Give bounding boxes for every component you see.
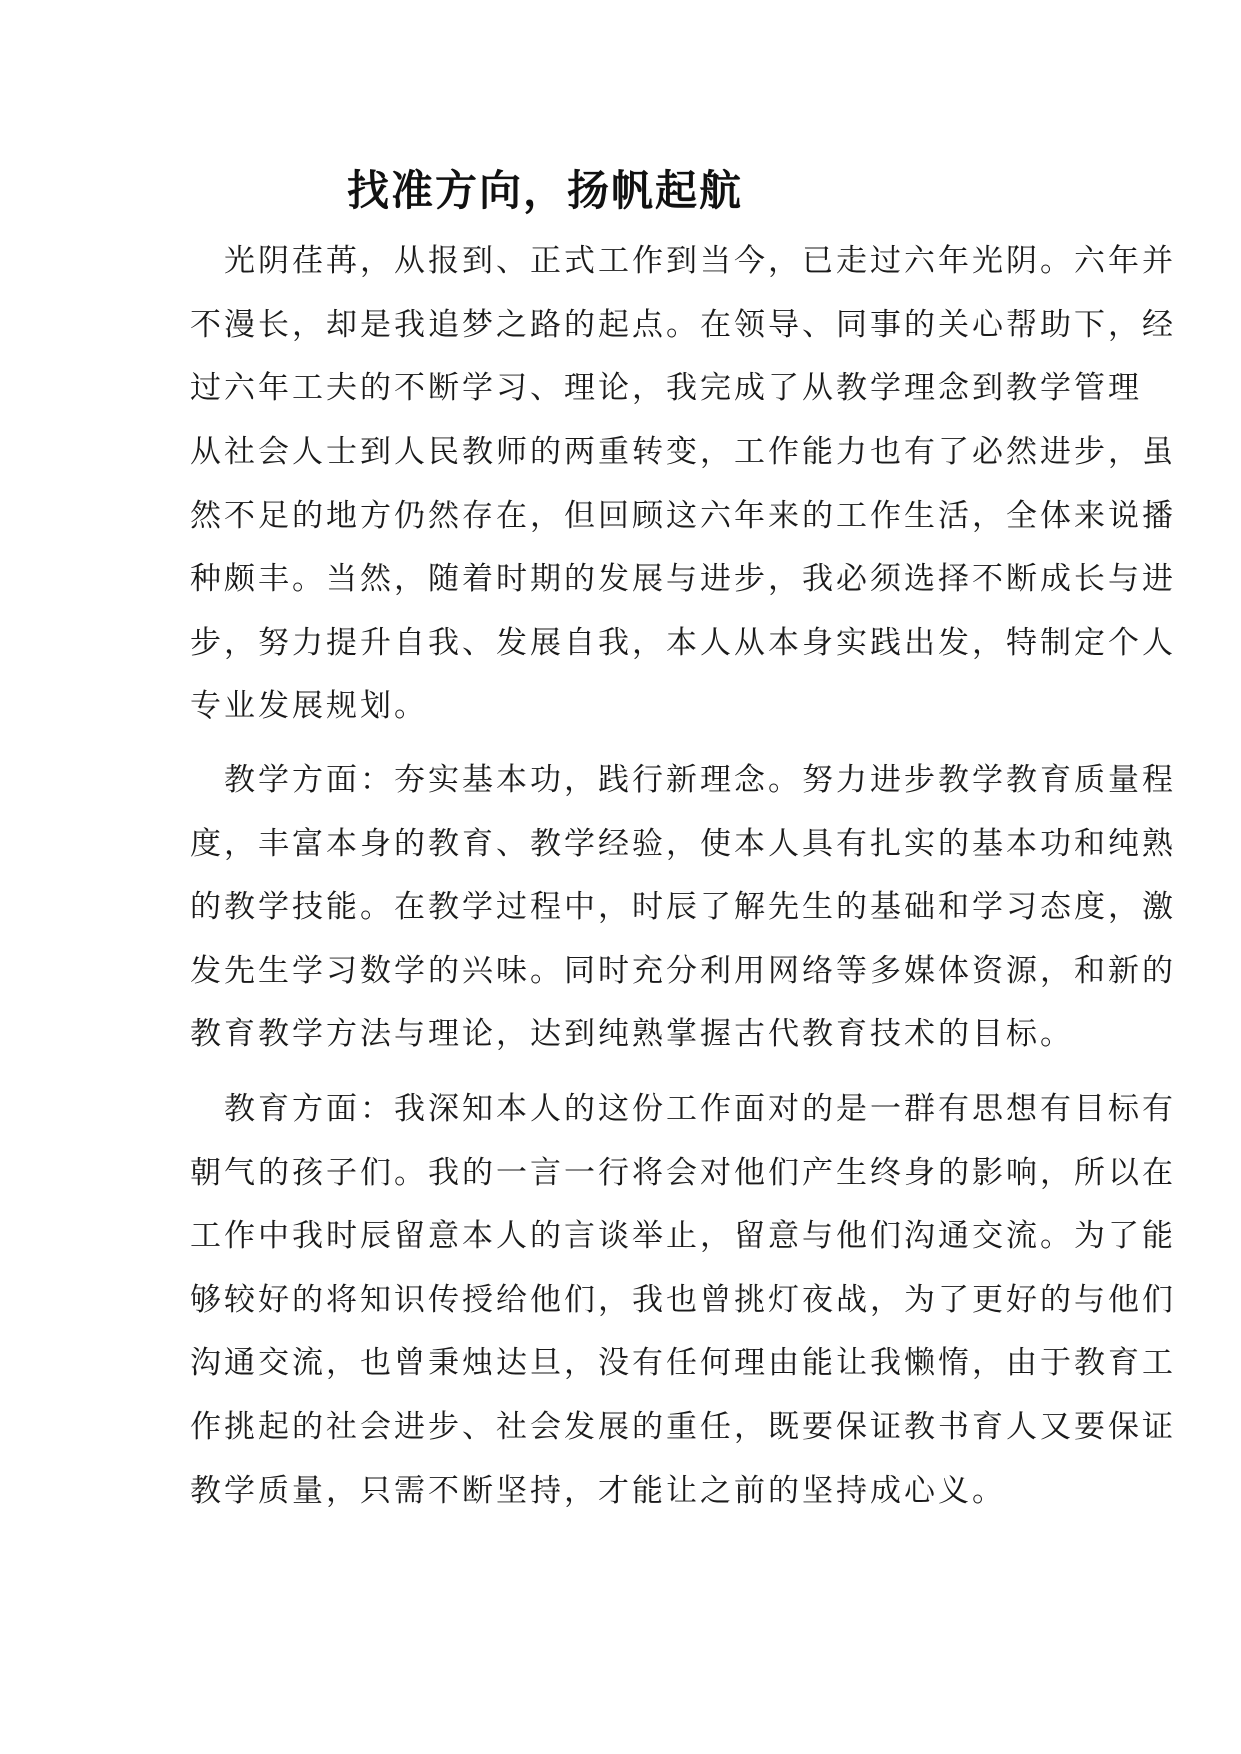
paragraph-3-line-2: 朝气的孩子们。我的一言一行将会对他们产生终身的影响，所以在 — [190, 1155, 1176, 1191]
paragraph-1-line-6: 种颇丰。当然，随着时期的发展与进步，我必须选择不断成长与进 — [190, 561, 1176, 597]
paragraph-1-line-7: 步，努力提升自我、发展自我，本人从本身实践出发，特制定个人 — [190, 625, 1176, 661]
paragraph-2-line-3: 的教学技能。在教学过程中，时辰了解先生的基础和学习态度，激 — [190, 889, 1176, 925]
paragraph-3-line-6: 作挑起的社会进步、社会发展的重任，既要保证教书育人又要保证 — [190, 1409, 1176, 1445]
document-title: 找准方向，扬帆起航 — [347, 166, 744, 215]
paragraph-1-line-4: 从社会人士到人民教师的两重转变，工作能力也有了必然进步，虽 — [190, 434, 1176, 470]
paragraph-1-line-5: 然不足的地方仍然存在，但回顾这六年来的工作生活，全体来说播 — [190, 498, 1176, 534]
paragraph-3-line-3: 工作中我时辰留意本人的言谈举止，留意与他们沟通交流。为了能 — [190, 1218, 1176, 1254]
paragraph-2-line-4: 发先生学习数学的兴味。同时充分利用网络等多媒体资源，和新的 — [190, 953, 1176, 989]
paragraph-1-line-2: 不漫长，却是我追梦之路的起点。在领导、同事的关心帮助下，经 — [190, 307, 1176, 343]
paragraph-3-line-4: 够较好的将知识传授给他们，我也曾挑灯夜战，为了更好的与他们 — [190, 1282, 1176, 1318]
paragraph-2-line-2: 度，丰富本身的教育、教学经验，使本人具有扎实的基本功和纯熟 — [190, 826, 1176, 862]
paragraph-3-line-1: 教育方面：我深知本人的这份工作面对的是一群有思想有目标有 — [190, 1091, 1176, 1127]
paragraph-1-line-1: 光阴荏苒，从报到、正式工作到当今，已走过六年光阴。六年并 — [190, 243, 1176, 279]
paragraph-2-line-1: 教学方面：夯实基本功，践行新理念。努力进步教学教育质量程 — [190, 762, 1176, 798]
paragraph-1-line-8: 专业发展规划。 — [190, 688, 428, 724]
paragraph-2-line-5: 教育教学方法与理论，达到纯熟掌握古代教育技术的目标。 — [190, 1016, 1074, 1052]
paragraph-1-line-3: 过六年工夫的不断学习、理论，我完成了从教学理念到教学管理 — [190, 370, 1142, 406]
paragraph-3-line-7: 教学质量，只需不断坚持，才能让之前的坚持成心义。 — [190, 1473, 1006, 1509]
paragraph-3-line-5: 沟通交流，也曾秉烛达旦，没有任何理由能让我懒惰，由于教育工 — [190, 1345, 1176, 1381]
